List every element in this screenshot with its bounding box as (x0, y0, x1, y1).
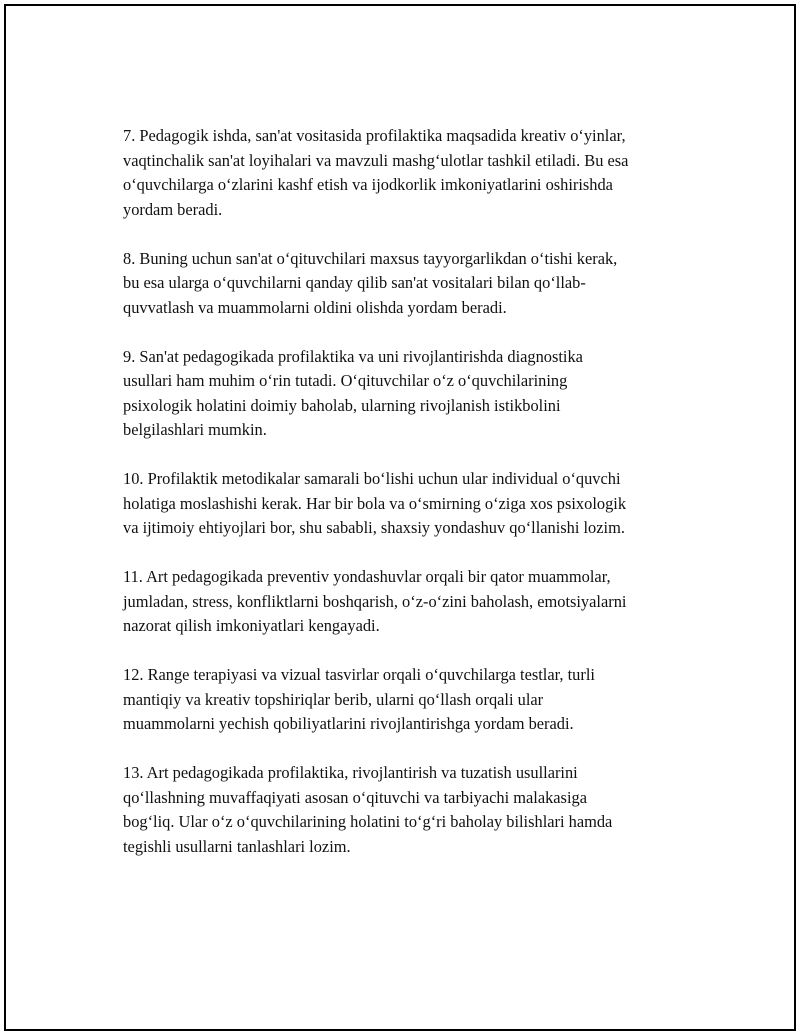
line: quvvatlash va muammolarni oldini olishda yordam beradi. (123, 297, 507, 317)
line: yordam beradi. (123, 199, 223, 219)
line: 7. Pedagogik ishda, san'at vositasida profilaktika maqsadida kreativ o‘yinlar, (123, 126, 626, 145)
line: 10. Profilaktik metodikalar samarali bo‘lishi uchun ular individual o‘quvchi (123, 469, 621, 488)
line: muammolarni yechish qobiliyatlarini rivojlantirishga yordam beradi. (123, 714, 574, 733)
line: jumladan, stress, konfliktlarni boshqarish, o‘z-o‘zini baholash, emotsiyalarni (123, 591, 627, 611)
paragraph-11 (123, 565, 703, 639)
paragraph-10 (123, 467, 703, 541)
paragraph-13 (123, 761, 703, 859)
line: bu esa ularga o‘quvchilarni qanday qilib san'at vositalari bilan qo‘llab- (123, 273, 586, 292)
paragraph-9 (123, 345, 703, 443)
line: bog‘liq. Ular o‘z o‘quvchilarining holatini to‘g‘ri baholay bilishlari hamda (123, 812, 613, 831)
line: belgilashlari mumkin. (123, 420, 267, 439)
paragraph-8 (123, 247, 703, 321)
line: va ijtimoiy ehtiyojlari bor, shu sababli, shaxsiy yondashuv qo‘llanishi lozim. (123, 518, 625, 537)
line: nazorat qilish imkoniyatlari kengayadi. (123, 616, 380, 635)
line: mantiqiy va kreativ topshiriqlar berib, ularni qo‘llash orqali ular (123, 689, 544, 709)
line: 9. San'at pedagogikada profilaktika va uni rivojlantirishda diagnostika (123, 346, 583, 366)
line: 11. Art pedagogikada preventiv yondashuvlar orqali bir qator muammolar, (123, 567, 611, 586)
line: o‘quvchilarga o‘zlarini kashf etish va ijodkorlik imkoniyatlarini oshirishda (123, 175, 613, 194)
line: 13. Art pedagogikada profilaktika, rivojlantirish va tuzatish usullarini (123, 763, 578, 782)
line: qo‘llashning muvaffaqiyati asosan o‘qituvchi va tarbiyachi malakasiga (123, 787, 587, 807)
line: holatiga moslashishi kerak. Har bir bola va o‘smirning o‘ziga xos psixologik (123, 493, 627, 513)
line: 8. Buning uchun san'at o‘qituvchilari maxsus tayyorgarlikdan o‘tishi kerak, (123, 248, 618, 268)
paragraph-12 (123, 663, 703, 737)
line: usullari ham muhim o‘rin tutadi. O‘qituvchilar o‘z o‘quvchilarining (123, 371, 568, 390)
line: psixologik holatini doimiy baholab, ularning rivojlanish istikbolini (123, 395, 561, 415)
line: tegishli usullarni tanlashlari lozim. (123, 836, 351, 856)
line: 12. Range terapiyasi va vizual tasvirlar orqali o‘quvchilarga testlar, turli (123, 665, 595, 684)
paragraph-7 (123, 124, 703, 222)
document-body (123, 124, 703, 884)
line: vaqtinchalik san'at loyihalari va mavzuli mashg‘ulotlar tashkil etiladi. Bu esa (123, 150, 629, 170)
page-frame (4, 4, 796, 1031)
